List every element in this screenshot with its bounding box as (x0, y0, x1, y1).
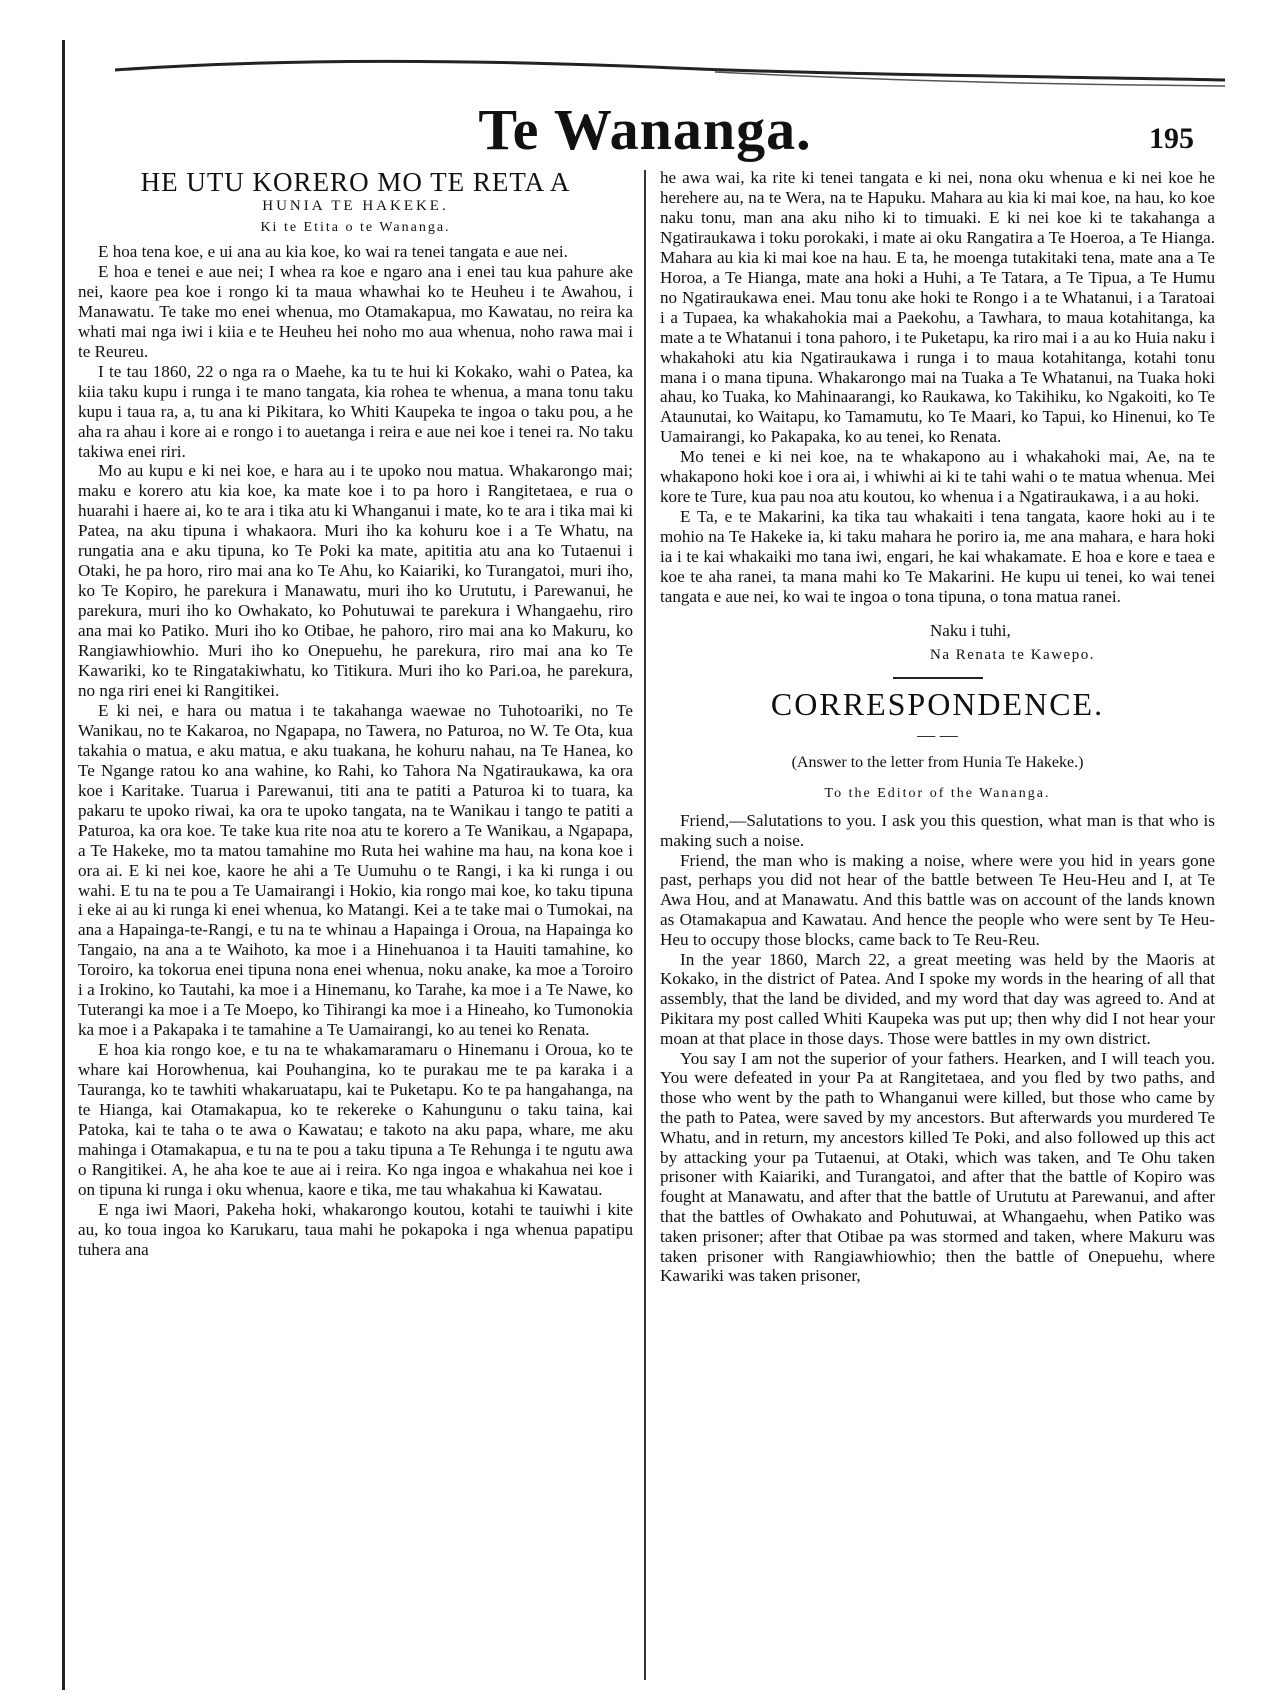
article-paragraph: E ki nei, e hara ou matua i te takahanga waewae no Tuhotoariki, no Te Wanikau, no te Kakaroa, no Ngapapa, no Tawera, no Paturoa, no W. Te Ota, kua takahia o matua, e aku matua, e aku tuakana, he kohuru nahau, na Te Hanea, ko Te Ngange ratou ko ana wahine, ko Rahi, ko Tahora Na Ngatiraukawa, ka ora koe i Karitake. Tuarua i Parewanui, titi ana te patiti a Paturoa ki to tuara, ka pakaru te upoko riwai, ka ora te upoko tangata, na te Wanikau i tango te patiti a Paturoa, ka ora koe. Te take kua rite noa atu te korero a Te Wanikau, a Ngapapa, a Te Hakeke, mo ta matou tamahine mo Ruta hei wahine ma hau, na kona koe i ora ai. E ki nei koe, kaore he ahi a Te Uumuhu o te Rangi, i ka ki runga i ou wahi. E tu na te pou a Te Uamairangi i Hokio, kia rongo mai koe, ko taku tipuna i eke ai au ki runga ki enei whenua, ko Matangi. Kei a te take mai o Tumokai, na ana a Hapainga-te-Rangi, e tu na te whinau a Hapainga i Oroua, na Hapainga ko Tangaio, na ana a te Waihoto, ka moe i a Hinehuanoa i ta Hauiti tamahine, ko Toroiro, ka tokorua enei tipuna nona enei whenua, noku anake, ka moe a Toroiro i a Irokino, ko Tautahi, ka moe i a Hinemanu, ko Tarahe, ka moe i a Te Nawe, ko Tuterangi ka moe i a Te Moepo, ko Tihirangi ka moe i a Hineaho, ko Tumonokia ka moe i a Pakapaka i te tamahine a Te Uamairangi, ko au tenei ko Renata. (78, 700, 633, 1040)
section-divider (893, 677, 983, 679)
page-header (70, 96, 1220, 166)
closing-line: Naku i tuhi, (930, 620, 1011, 640)
correspondence-addressee: To the Editor of the Wananga. (824, 785, 1051, 801)
article-paragraph: Mo tenei e ki nei koe, na te whakapono au i whakahoki mai, Ae, na te whakapono hoki koe i ora ai, i whiwhi ai ki te tahi wahi o te matua whenua. Mei kore te Ture, kua pau noa atu koutou, ko whenua i a Ngatiraukawa, i a au hoki. (660, 447, 1215, 507)
right-column (660, 168, 1215, 1688)
article-paragraph: Mo au kupu e ki nei koe, e hara au i te upoko nou matua. Whakarongo mai; maku e korero atu kia koe, ka mate koe i to pa horo i Rangitetaea, e rua o huarahi i haere ai, ko te ara i tika atu ki Whanganui i mate, ko te ara i tika mai ki Patea, na aku tipuna i whakaora. Muri iho ka kohuru koe i a Te Whatu, na rungatia ana e aku tipuna, ko Te Poki ka mate, apititia atu ana ko Tutaenui i Otaki, he pa horo, riro mai ana ko Te Ahu, ko Kaiariki, ko Turangatoi, muri iho, ko Te Kopiro, he parekura i Manawatu, muri iho ko Urututu, i Parewanui, he parekura, muri iho ko Owhakato, ko Pohutuwai te parekura i Whangaehu, riro ana mai ko Patiko. Muri iho ko Otibae, he pahoro, riro mai ana ko Makuru, ko Rangiawhiowhio. Muri iho ko Onepuehu, he parekura, riro mai ana ko Te Kawariki, ko te Ringatakiwhatu, ko Titikura. Muri iho ko Pari.oa, he parekura, no nga riri enei ki Rangitikei. (78, 461, 633, 700)
title-dashes: — — (917, 724, 958, 745)
article-paragraph: E hoa kia rongo koe, e tu na te whakamaramaru o Hinemanu i Oroua, ko te whare kai Horowhenua, kai Pouhangina, ko te purakau me te pa karaka i a Tauranga, ko te tawhiti whakaruatapu, kai te Puketapu. Ko te pa hangahanga, na te Hianga, kai Otamakapua, ko te rekereke o Kahungunu o taku taina, kai Patoka, kai te taha o te awa o Kawatau; e takoto na aku papa, whare, me aku mahinga i Otamakapua, e tu na te pou a taku tipuna a Te Rehunga i te ngutu awa o Rangitikei. A, he aha koe te aue ai i reira. Ko nga ingoa e whakahua nei koe i on tipuna ki runga i oku whenua, kaore e tika, me tau whakahua ki Kawatau. (78, 1040, 633, 1199)
article-paragraph: E hoa e tenei e aue nei; I whea ra koe e ngaro ana i enei tau kua pahure ake nei, kaore pea koe i rongo ki ta maua whawhai ko te Heuheu i te Awahou, i Manawatu. Te take mo enei whenua, mo Otamakapua, mo Kawatau, no reira ka whati mai nga iwi i kiia e te Heuheu hei noho mo aua whenua, noho rawa mai i te Reureu. (78, 261, 633, 361)
correspondence-title: CORRESPONDENCE. (770, 685, 1105, 722)
correspondence-paragraph: You say I am not the superior of your fathers. Hearken, and I will teach you. You were defeated in your Pa at Rangitetaea, and you fled by two paths, and those who went by the path to Whanganui were killed, but those who came by the path to Patea, were saved by my ancestors. But afterwards you murdered Te Whatu, and in return, my ancestors killed Te Poki, and also followed up this act by attacking your pa Tutaenui, at Otaki, which was taken, and Te Ohu taken prisoner with Kaiariki, and Turangatoi, and after that the battle of Kopiro was fought at Manawatu, and after that the battle of Urututu at Parewanui, and after that the battles of Owhakato and Pohutuwai, at Whangaehu, when Patiko was taken prisoner; after that Otibae pa was stormed and taken, where Makuru was taken prisoner with Rangiawhiowhio; then the battle of Onepuehu, where Kawariki was taken prisoner, (660, 1048, 1215, 1286)
article-paragraph: he awa wai, ka rite ki tenei tangata e ki nei, nona oku whenua e ki nei koe he herehere au, na te Wera, na te Hapuku. Mahara au kia ki mai koe, na hau, ko koe naku tonu, man ana aku niho ki to timuaki. E ki nei koe ki te takahanga a Ngatiraukawa i toku porokaki, i mate ai oku Rangatira a Te Hoeroa, a Te Hianga. Mahara au kia ki mai koe na hau. E ta, he moenga tutakitaki tena, mate ana a Te Horoa, a Te Hianga, mate ana hoki a Huhi, a Te Tatara, a Te Tipua, a Te Humu no Ngatiraukawa enei. Mau tonu ake hoki te Rongo i a te Whatanui, i a Taratoai i a Tupaea, ka whakahokia mai a Paekohu, a Tawhara, to maua kotahitanga, ka mate a te Whatanui i tona pahoro, i te Puketapu, ka riro mai i a au ko Huia naku i whakahoki atu kia Ngatiraukawa i runga i to maua kotahitanga, kotahi tonu mana i o mana tipuna. Whakarongo mai na Tuaka a Te Whatanui, na Tuaka hoki ahau, ko Tuaka, ko Mahinaarangi, ko Raukawa, ko Takihiku, ko Ngakoiti, ko Te Ataunutai, ko Waitapu, ko Tamamutu, ko Te Maari, ko Tapui, ko Hinenui, ko Te Uamairangi, ko Pakapaka, ko au tenei, ko Renata. (660, 168, 1215, 447)
masthead-title: Te Wananga. (478, 97, 812, 162)
correspondence-paragraph: Friend, the man who is making a noise, where were you hid in years gone past, perhaps you did not hear of the battle between Te Heu-Heu and I, at Te Awa Hou, and at Manawatu. And this battle was on account of the lands known as Otamakapua and Kawatau. And hence the people who were sent by Te Heu-Heu to occupy those blocks, came back to Te Reu-Reu. (660, 850, 1215, 949)
signature-block (660, 619, 1215, 667)
correspondence-paragraph: Friend,—Salutations to you. I ask you this question, what man is that who is making such a noise. (660, 810, 1215, 850)
column-divider (644, 170, 646, 1680)
correspondence-body (660, 811, 1215, 1286)
correspondence-subtitle: (Answer to the letter from Hunia Te Hakeke.) (791, 753, 1084, 771)
article-title: HE UTU KORERO MO TE RETA A (140, 168, 571, 197)
left-column (78, 168, 633, 1688)
correspondence-paragraph: In the year 1860, March 22, a great meeting was held by the Maoris at Kokako, in the district of Patea. And I spoke my words in the hearing of all that assembly, that the land be divided, and my word that day was agreed to. And at Pikitara my post called Whiti Kaupeka was put up; then why did I not hear your moan at that place in those days. Those were battles in my own district. (660, 949, 1215, 1048)
article-paragraph: E hoa tena koe, e ui ana au kia koe, ko wai ra tenei tangata e aue nei. (98, 242, 568, 261)
scan-edge-line (62, 40, 65, 1690)
article-paragraph: I te tau 1860, 22 o nga ra o Maehe, ka tu te hui ki Kokako, wahi o Patea, ka kiia taku kupu i runga i te mano tangata, kia rohea te whenua, a mana tonu taku kupu i taua ra, a, tu ana ki Pikitara, ko Whiti Kaupeka te ingoa o taku pou, a he aha ra ahau i kore ai e rongo i to auetanga i reira e aue nei koe i tenei ra. No taku takiwa enei riri. (78, 361, 633, 461)
article-addressee: Ki te Etita o te Wananga. (260, 220, 451, 235)
article-subtitle: HUNIA TE HAKEKE. (262, 198, 449, 214)
article-paragraph: E nga iwi Maori, Pakeha hoki, whakarongo koutou, kotahi te tauiwhi i kite au, ko toua ingoa ko Karukaru, taua mahi he pokapoka i nga whenua papatipu tuhera ana (78, 1199, 633, 1259)
page-number: 195 (1149, 122, 1194, 155)
top-decorative-rule (115, 58, 1225, 98)
article-paragraph: E Ta, e te Makarini, ka tika tau whakaiti i tena tangata, kaore hoki au i te mohio na Te Hakeke ia, ki taku mahara he poriro ia, me ana mahara, e hara hoki ia i te kai whakaiki mo tana iwi, engari, he kai whakamate. E hoa e kore e taea e koe te aha ranei, ta mana mahi ko Te Makarini. He kupu ui tenei, ko wai tenei tangata e aue nei, ko wai te ingoa o tona tipuna, o tona matua ranei. (660, 507, 1215, 607)
signature: Na Renata te Kawepo. (930, 646, 1095, 663)
